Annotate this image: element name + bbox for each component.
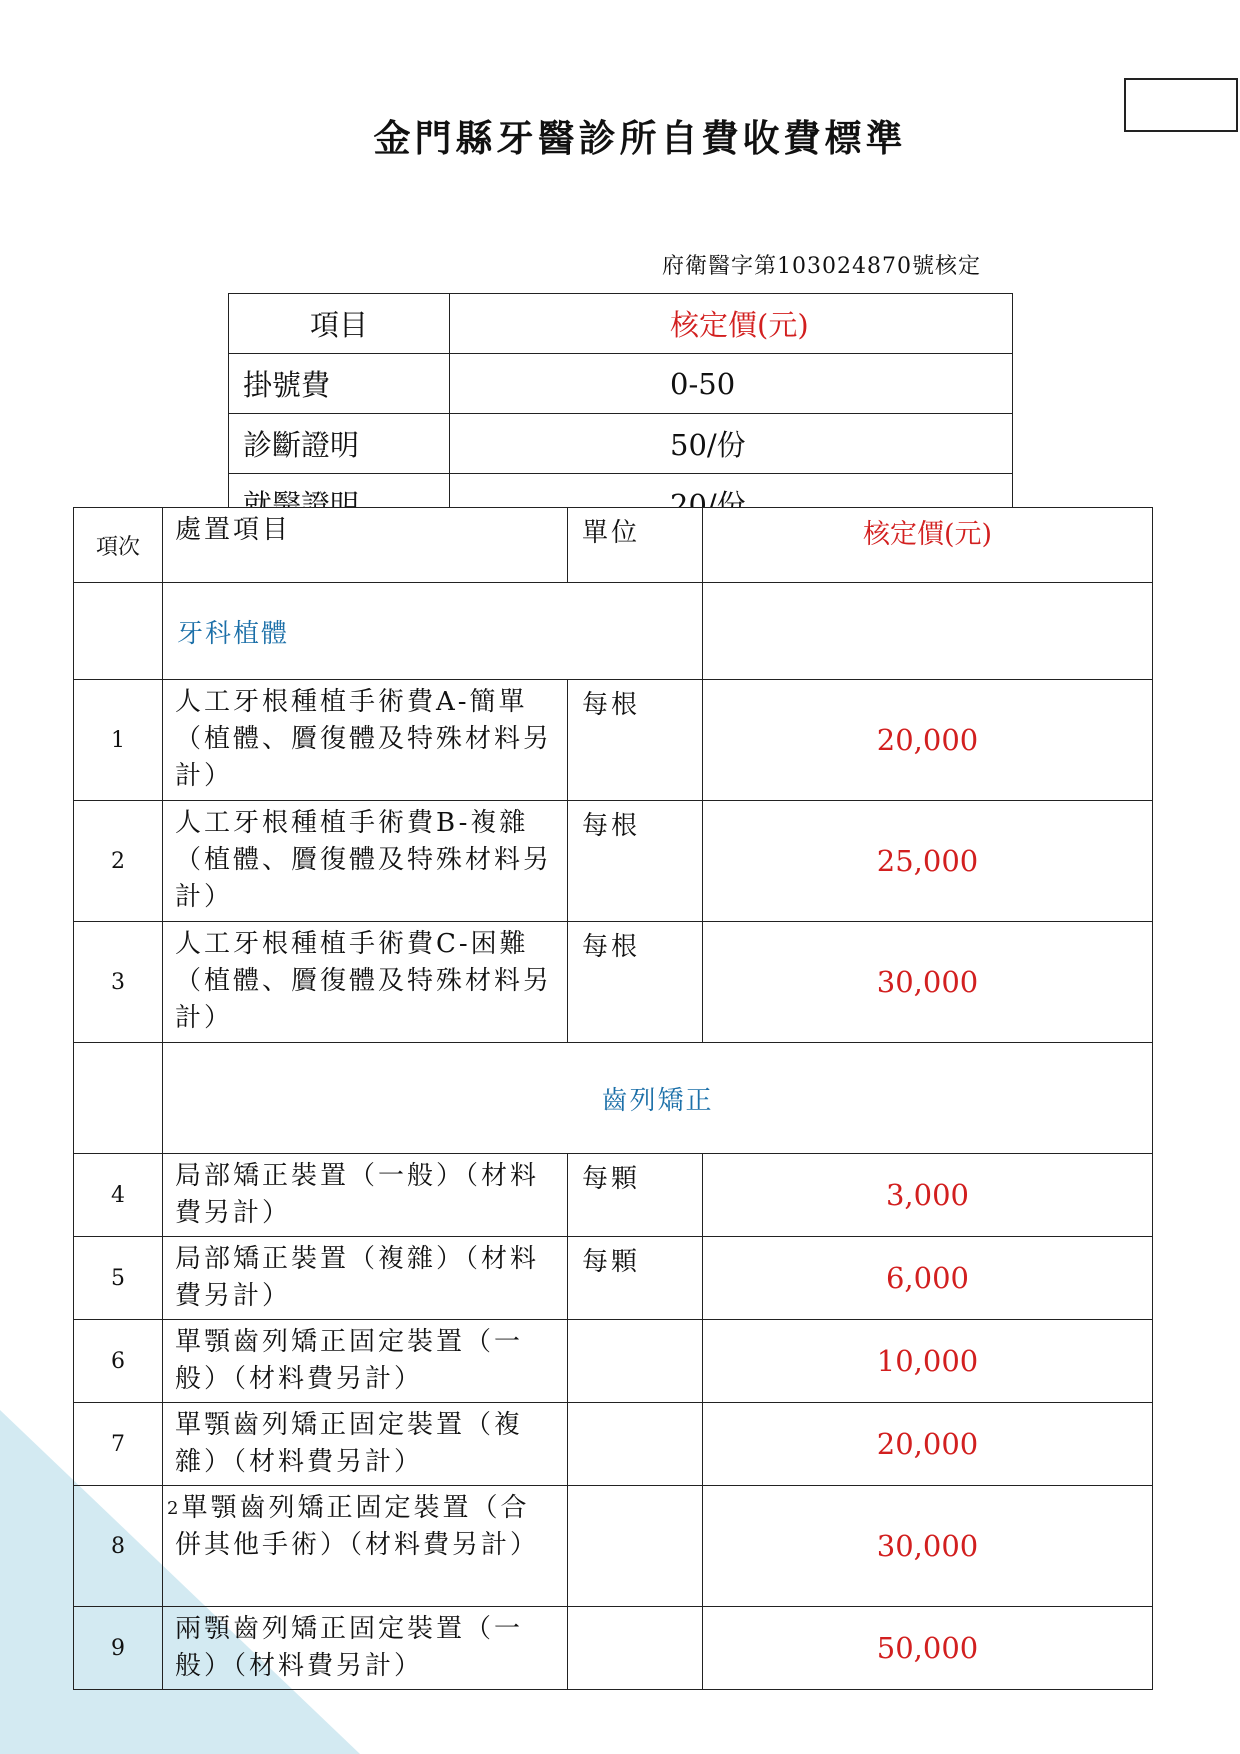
section-implant-row — [74, 583, 1153, 680]
approval-note: 府衛醫字第103024870號核定 — [662, 254, 981, 279]
treatment-header — [74, 508, 1153, 583]
row-item: 單顎齒列矯正固定裝置（複雜）（材料費另計） — [163, 1403, 568, 1486]
row-index: 1 — [74, 680, 163, 801]
fee-price: 0-50 — [450, 354, 1013, 414]
fee-price: 50/份 — [450, 414, 1013, 474]
row-item: 兩顎齒列矯正固定裝置（一般）（材料費另計） — [163, 1607, 568, 1690]
row-marker: 2 — [167, 1498, 182, 1519]
section-ortho-row — [74, 1043, 1153, 1154]
fee-row — [229, 414, 1013, 474]
row-price: 20,000 — [703, 1403, 1153, 1486]
row-item: 單顎齒列矯正固定裝置（一般）（材料費另計） — [163, 1320, 568, 1403]
row-index: 2 — [74, 801, 163, 922]
empty-cell — [703, 583, 1153, 680]
header-price: 核定價(元) — [703, 508, 1153, 583]
fee-row — [229, 354, 1013, 414]
row-price: 30,000 — [703, 1486, 1153, 1607]
row-item-with-marker — [163, 1486, 568, 1607]
table-row — [74, 1154, 1153, 1237]
table-row — [74, 1607, 1153, 1690]
row-unit — [568, 1403, 703, 1486]
row-index: 6 — [74, 1320, 163, 1403]
section-ortho-label: 齒列矯正 — [163, 1043, 1153, 1154]
row-unit — [568, 1607, 703, 1690]
row-index: 9 — [74, 1607, 163, 1690]
fee-header-price: 核定價(元) — [450, 294, 1013, 354]
section-implant-label: 牙科植體 — [163, 583, 703, 680]
row-price: 50,000 — [703, 1607, 1153, 1690]
table-row — [74, 1486, 1153, 1607]
row-unit — [568, 1320, 703, 1403]
empty-cell — [74, 583, 163, 680]
table-row — [74, 801, 1153, 922]
treatment-table — [73, 507, 1153, 1690]
row-price: 25,000 — [703, 801, 1153, 922]
row-item: 單顎齒列矯正固定裝置（合併其他手術）（材料費另計） — [175, 1493, 540, 1560]
row-price: 20,000 — [703, 680, 1153, 801]
row-unit: 每根 — [568, 922, 703, 1043]
table-row — [74, 680, 1153, 801]
table-row — [74, 1320, 1153, 1403]
row-item: 人工牙根種植手術費A-簡單（植體、贗復體及特殊材料另計） — [163, 680, 568, 801]
row-price: 10,000 — [703, 1320, 1153, 1403]
row-unit — [568, 1486, 703, 1607]
table-row — [74, 1403, 1153, 1486]
row-index: 8 — [74, 1486, 163, 1607]
row-index: 7 — [74, 1403, 163, 1486]
fee-item: 掛號費 — [229, 354, 450, 414]
table-row — [74, 922, 1153, 1043]
row-item: 人工牙根種植手術費B-複雜（植體、贗復體及特殊材料另計） — [163, 801, 568, 922]
header-index: 項次 — [74, 508, 163, 583]
row-price: 3,000 — [703, 1154, 1153, 1237]
row-unit: 每根 — [568, 680, 703, 801]
row-unit: 每顆 — [568, 1154, 703, 1237]
document-title: 金門縣牙醫診所自費收費標準 — [373, 116, 907, 160]
row-index: 3 — [74, 922, 163, 1043]
header-unit: 單位 — [568, 508, 703, 583]
row-item: 人工牙根種植手術費C-困難（植體、贗復體及特殊材料另計） — [163, 922, 568, 1043]
table-row — [74, 1237, 1153, 1320]
fee-table-header — [229, 294, 1013, 354]
row-index: 5 — [74, 1237, 163, 1320]
row-item: 局部矯正裝置（複雜）（材料費另計） — [163, 1237, 568, 1320]
header-item: 處置項目 — [163, 508, 568, 583]
row-item: 局部矯正裝置（一般）（材料費另計） — [163, 1154, 568, 1237]
row-index: 4 — [74, 1154, 163, 1237]
fee-item: 就醫證明 — [229, 474, 450, 534]
row-price: 6,000 — [703, 1237, 1153, 1320]
row-price: 30,000 — [703, 922, 1153, 1043]
empty-cell — [74, 1043, 163, 1154]
row-unit: 每根 — [568, 801, 703, 922]
row-unit: 每顆 — [568, 1237, 703, 1320]
fee-price: 20/份 — [450, 474, 1013, 534]
fee-table — [228, 293, 1013, 534]
fee-item: 診斷證明 — [229, 414, 450, 474]
fee-header-item: 項目 — [229, 294, 450, 354]
